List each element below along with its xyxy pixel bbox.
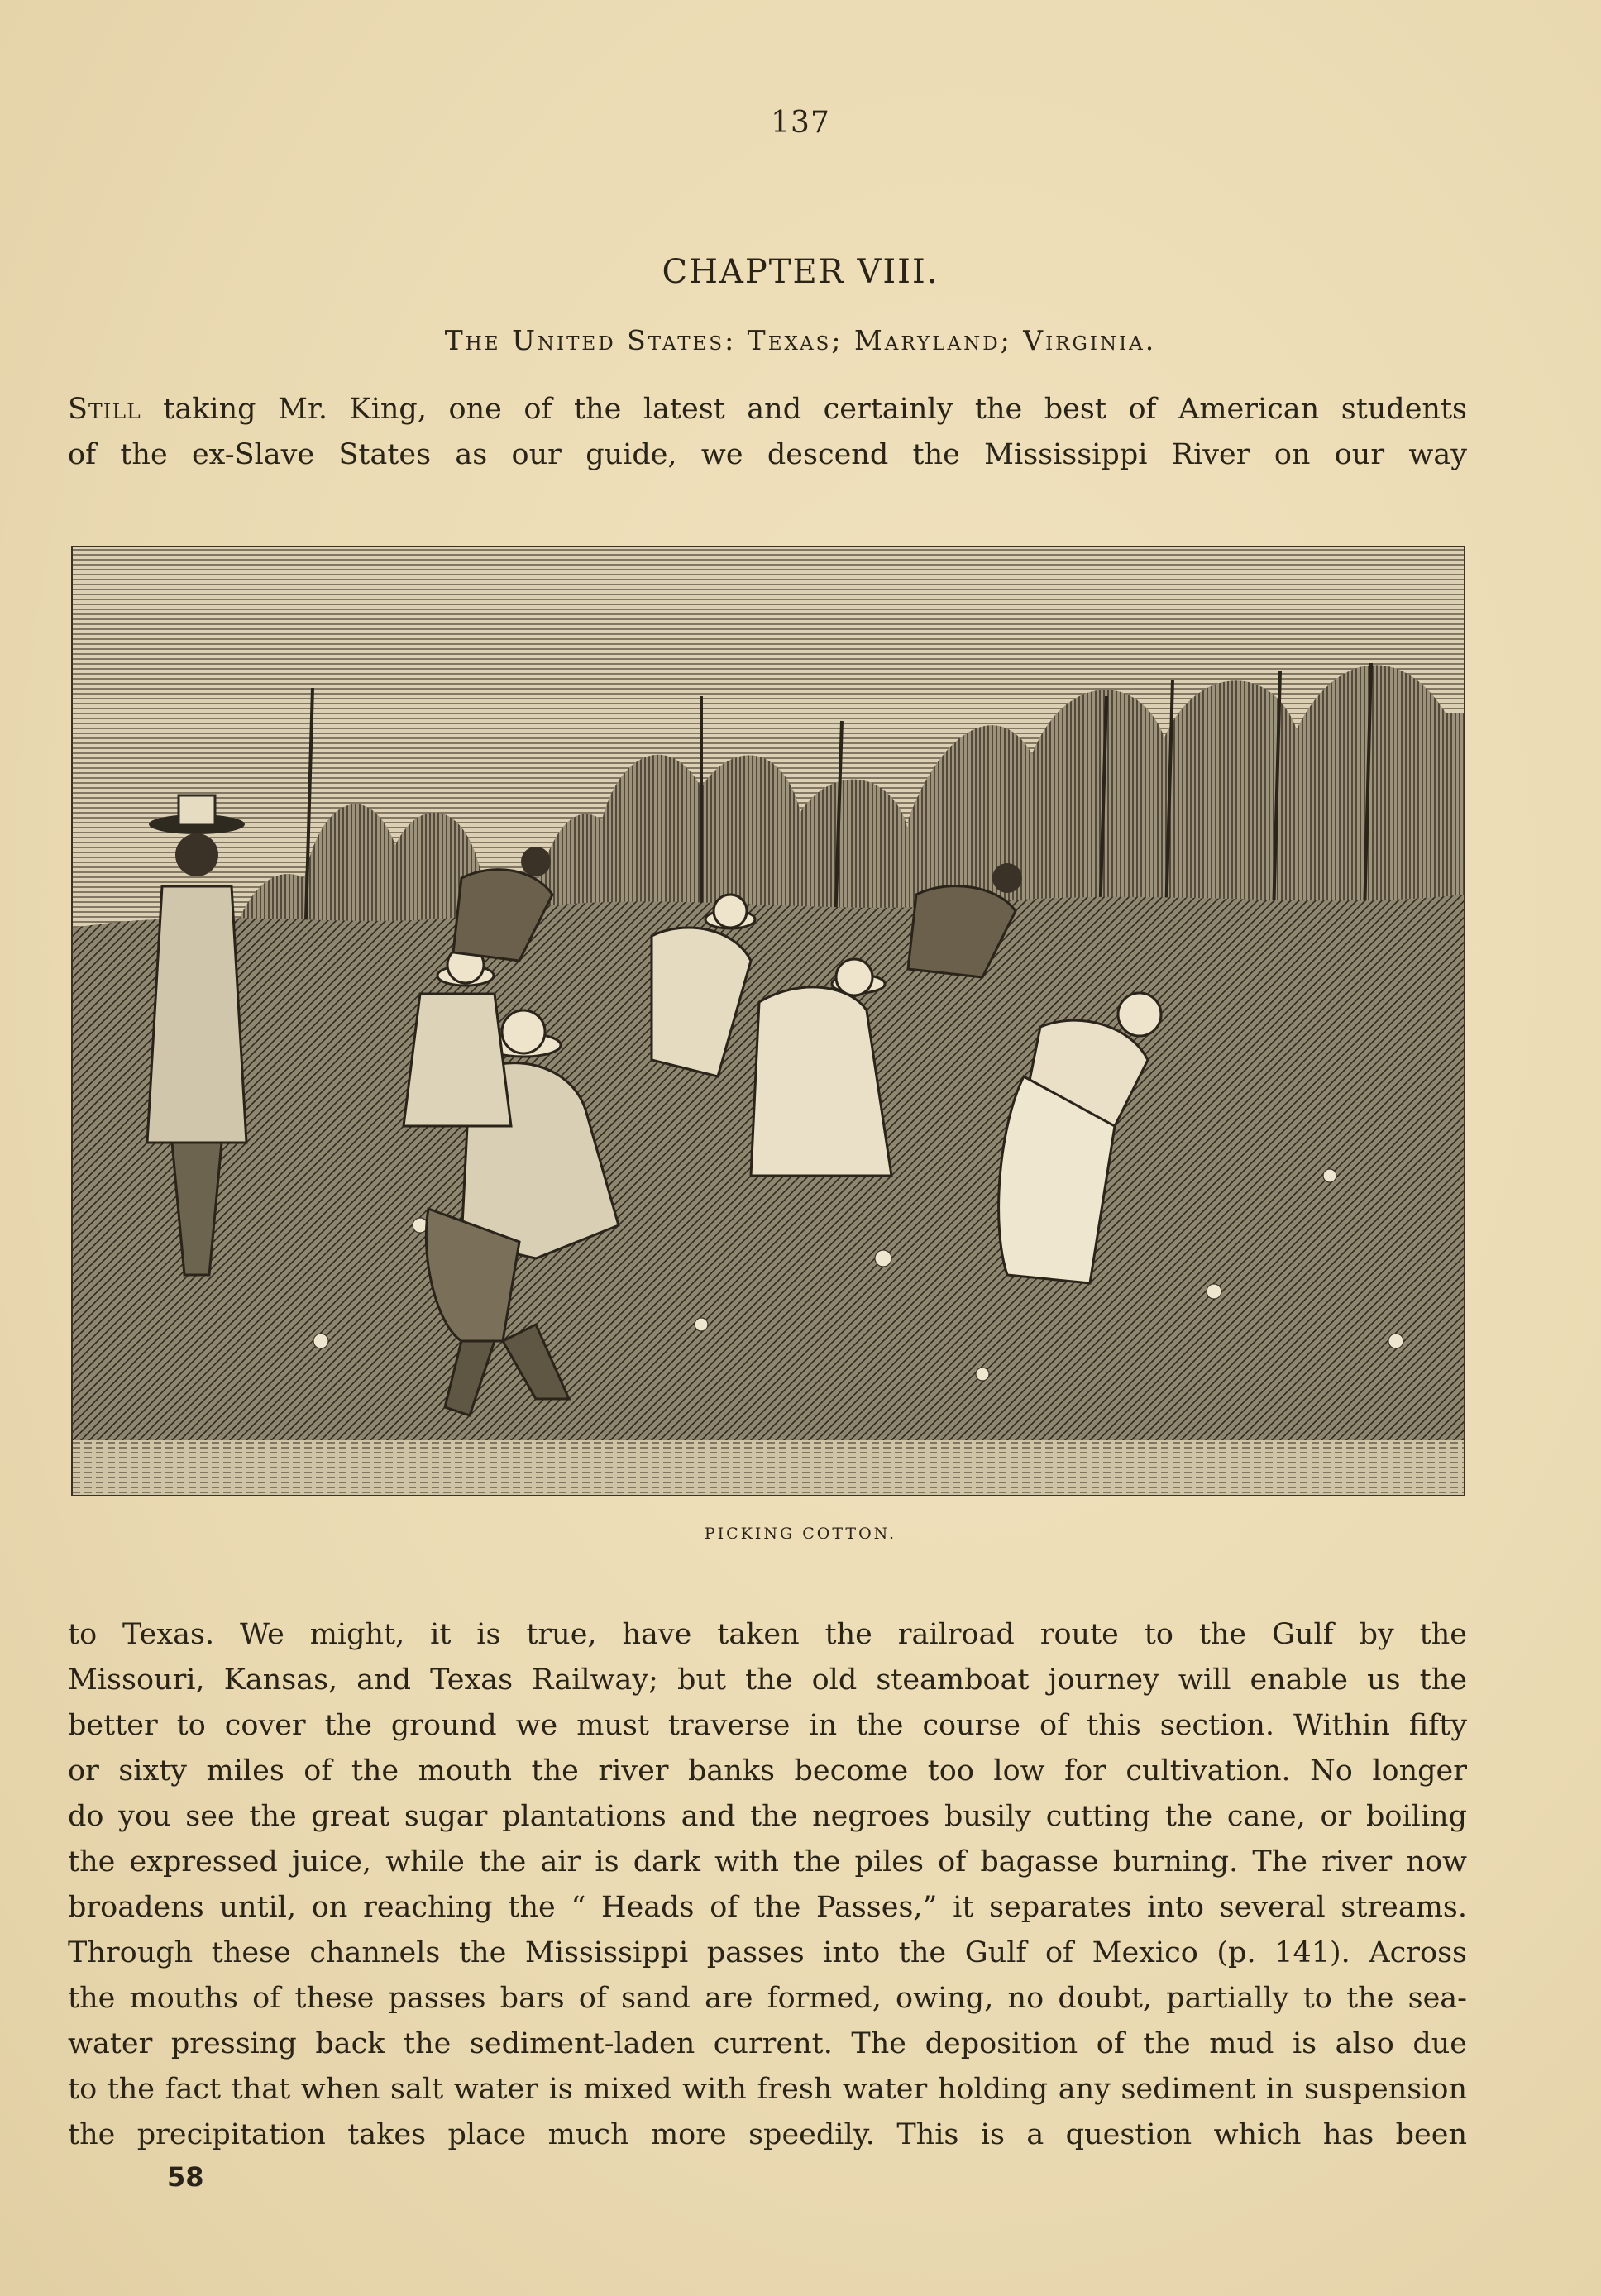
line-text: taking Mr. King, one of the latest and certainly the best of American students (163, 393, 1467, 426)
paragraph-line: to Texas. We might, it is true, have taken the railroad route to the Gulf by the (68, 1618, 1467, 1651)
opening-paragraph (68, 387, 1467, 478)
printer-signature: 58 (167, 2161, 204, 2193)
paragraph-line: better to cover the ground we must traverse in the course of this section. Within fifty (68, 1709, 1467, 1742)
illustration-caption: PICKING COTTON. (704, 1525, 897, 1543)
paragraph-line: the precipitation takes place much more speedily. This is a question which has been (68, 2118, 1467, 2151)
paragraph-line: or sixty miles of the mouth the river banks become too low for cultivation. No longer (68, 1754, 1467, 1788)
paragraph-line: Missouri, Kansas, and Texas Railway; but the old steamboat journey will enable us the (68, 1664, 1467, 1697)
paragraph-line: of the ex-Slave States as our guide, we descend the Mississippi River on our way (68, 438, 1467, 471)
paragraph-line: water pressing back the sediment-laden current. The deposition of the mud is also due (68, 2027, 1467, 2060)
paragraph-line: to the fact that when salt water is mixed with fresh water holding any sediment in suspension (68, 2073, 1467, 2106)
chapter-title: CHAPTER VIII. (662, 253, 939, 291)
page-number: 137 (771, 106, 830, 140)
paragraph-line: Through these channels the Mississippi passes into the Gulf of Mexico (p. 141). Across (68, 1936, 1467, 1969)
paragraph-line: do you see the great sugar plantations and the negroes busily cutting the cane, or boiling (68, 1800, 1467, 1833)
paragraph-line: the expressed juice, while the air is dark with the piles of bagasse burning. The river now (68, 1845, 1467, 1878)
ground-strip (73, 1440, 1464, 1495)
small-caps-lead: Still (68, 393, 141, 426)
body-paragraph (68, 1612, 1467, 2158)
engraving-picking-cotton (73, 547, 1464, 1495)
paragraph-line: the mouths of these passes bars of sand are formed, owing, no doubt, partially to the sea- (68, 1982, 1467, 2015)
paragraph-line: broadens until, on reaching the “ Heads of the Passes,” it separates into several streams. (68, 1891, 1467, 1924)
engraving-illustration (71, 546, 1465, 1496)
chapter-subtitle: The United States: Texas; Maryland; Virginia. (444, 324, 1157, 356)
paragraph-line (68, 387, 1467, 432)
